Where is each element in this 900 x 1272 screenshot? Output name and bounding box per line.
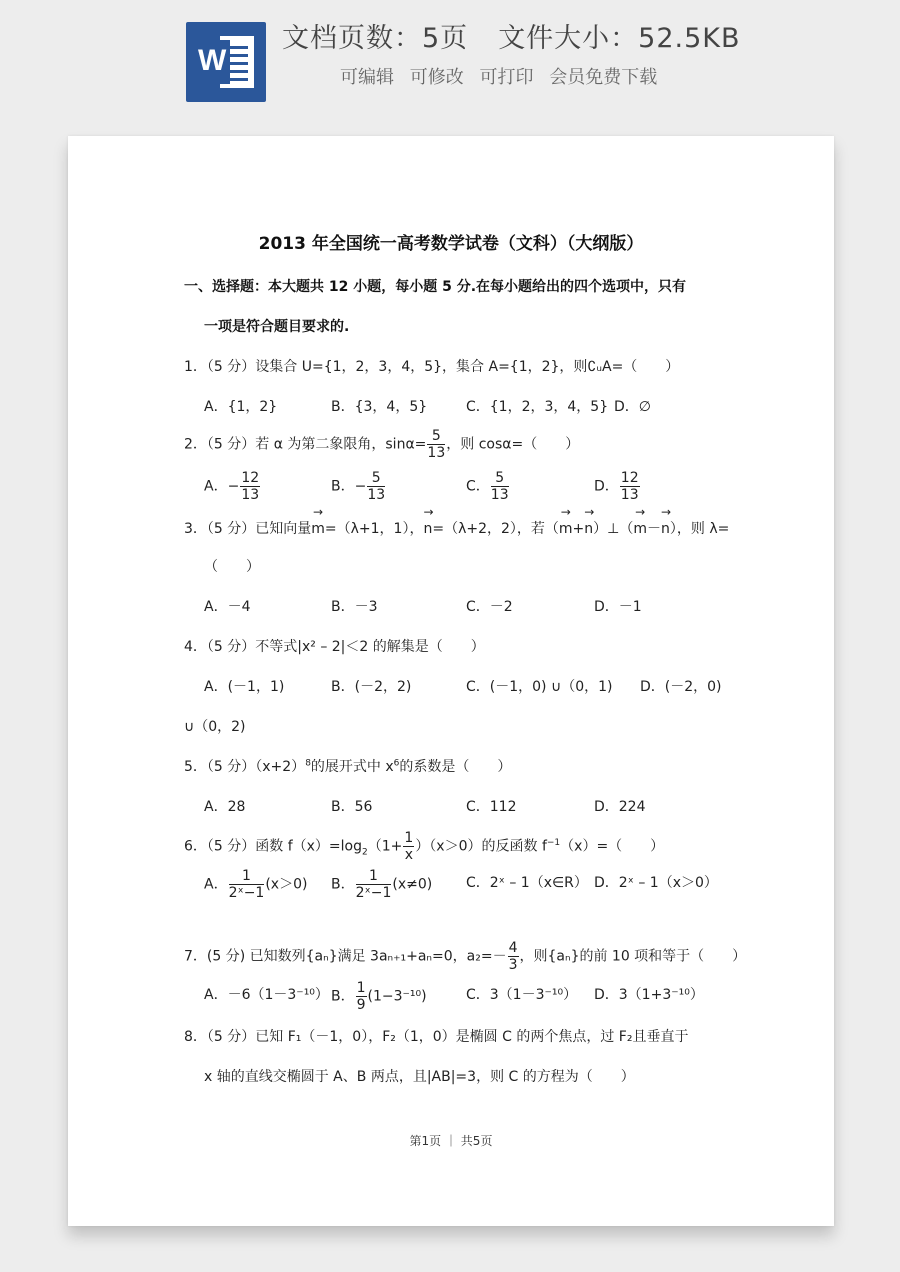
question-7-option-d: D．3（1+3⁻¹⁰） [594,987,704,1003]
numerator: 4 [508,940,518,956]
word-document-icon [186,22,266,102]
question-5-text-2: 的展开式中 x [310,759,394,775]
question-1-option-b: B．{3，4，5} [331,399,428,415]
question-8-stem-line2: x 轴的直线交椭圆于 A、B 两点，且|AB|=3，则 C 的方程为（ ） [204,1069,635,1085]
question-2-suffix: ，则 cosα=（ ） [446,436,580,453]
question-6-text-2: （1+ [367,838,403,855]
question-2-option-a [204,470,261,503]
numerator: 12 [620,470,639,486]
question-7-stem [184,940,746,973]
option-sign: − [227,478,240,495]
question-6-text-4: （x）=（ ） [560,838,665,855]
document-page [68,136,834,1226]
denominator: 13 [490,487,509,503]
question-4-option-d-continued: ∪（0，2) [184,719,246,735]
question-3-text-1: 3．（5 分）已知向量 [184,521,312,537]
fraction [356,868,392,901]
question-2-option-c [466,470,510,503]
feature-editable: 可编辑 [340,67,394,88]
option-sign: − [354,478,367,495]
fraction [367,470,385,503]
question-2-option-d [594,470,641,503]
question-6-stem [184,830,664,863]
feature-member-download: 会员免费下载 [549,67,658,88]
question-5-option-c: C．112 [466,799,517,815]
feature-modifiable: 可修改 [409,67,464,88]
question-7-text-2: ，则{aₙ}的前 10 项和等于（ ） [519,948,747,965]
option-label: A． [204,876,228,893]
question-4-option-d: D．(－2，0) [640,679,722,695]
fraction [508,940,519,973]
fraction [620,470,640,503]
fraction [427,428,445,461]
numerator: 5 [427,428,445,445]
vector-m: → m [311,518,325,540]
denominator: 3 [508,957,518,973]
denominator: 9 [356,997,366,1013]
fraction [229,868,265,901]
exponent: 8 [305,758,311,769]
question-4-option-b: B．(－2，2) [331,679,412,695]
question-3-answer-blank: （ ） [204,559,260,575]
numerator: 1 [356,980,366,996]
header-banner [0,0,900,118]
section-heading-line2: 一项是符合题目要求的. [204,319,350,335]
feature-printable: 可打印 [479,67,534,88]
plus-sign: + [572,521,585,537]
question-4-stem: 4．（5 分）不等式|x² – 2|＜2 的解集是（ ） [184,639,485,655]
file-size: 文件大小：52.5KB [498,23,741,54]
option-label: B． [331,876,355,893]
section-heading-line1: 一、选择题：本大题共 12 小题，每小题 5 分.在每小题给出的四个选项中，只有 [184,279,687,295]
question-7-text-1: 7．(5 分) 已知数列{aₙ}满足 3aₙ₊₁+aₙ=0，a₂=－ [184,948,507,965]
option-label: B． [331,478,355,495]
option-label: C． [466,478,490,495]
question-5-option-d: D．224 [594,799,646,815]
option-condition: (x＞0) [265,876,308,893]
question-3-text-5: ），则 λ= [669,521,730,537]
question-6-option-a [204,868,307,901]
question-4-option-c: C．(－1，0) ∪（0，1) [466,679,613,695]
question-1-option-d: D．∅ [614,399,651,415]
denominator: 2ˣ−1 [355,885,392,901]
vector-n: → n [661,518,670,540]
denominator: 13 [620,487,639,503]
logo-letter: W [198,44,227,77]
numerator: 5 [367,470,385,487]
vector-n: → n [584,518,593,540]
question-3-text-2: =（λ+1，1）， [324,521,424,537]
numerator: 1 [356,868,392,885]
question-7-option-a: A．－6（1－3⁻¹⁰） [204,987,329,1003]
inverse-exponent: −1 [546,837,561,848]
fraction [356,980,367,1013]
denominator: x [404,847,413,863]
question-3-text-4: ）⊥（ [593,521,634,537]
question-3-text-3: =（λ+2，2），若（ [432,521,559,537]
question-4-option-a: A．(－1，1) [204,679,285,695]
question-6-text-1: 6．（5 分）函数 f（x）=log [184,838,363,855]
fraction [240,470,260,503]
question-6-option-d: D．2ˣ – 1（x＞0） [594,875,718,891]
question-7-option-b [331,980,427,1013]
option-label: A． [204,478,228,495]
question-5-option-b: B．56 [331,799,373,815]
fraction [403,830,414,863]
question-3-option-d: D．－1 [594,599,642,615]
denominator: 13 [427,445,446,461]
question-3-option-b: B．－3 [331,599,378,615]
question-1-option-a: A．{1，2} [204,399,278,415]
question-5-option-a: A．28 [204,799,246,815]
question-8-stem-line1: 8．（5 分）已知 F₁（－1，0），F₂（1，0）是椭圆 C 的两个焦点，过 F₂且垂直于 [184,1029,689,1045]
numerator: 1 [229,868,265,885]
denominator: 2ˣ−1 [228,885,265,901]
option-expression: (1−3⁻¹⁰) [367,988,427,1005]
question-5-text-3: 的系数是（ ） [399,759,512,775]
question-3-stem [184,518,729,540]
file-info [282,20,741,58]
vector-n: → n [423,518,432,540]
denominator: 13 [367,487,386,503]
fraction [491,470,509,503]
exponent: 6 [393,758,400,769]
question-5-stem [184,756,511,778]
question-7-option-c: C．3（1－3⁻¹⁰） [466,987,578,1003]
numerator: 12 [241,470,260,486]
numerator: 5 [491,470,509,487]
denominator: 13 [241,487,260,503]
vector-m: → m [559,518,573,540]
question-2-option-b [331,470,386,503]
question-6-text-3: ）（x＞0）的反函数 f [415,838,547,855]
question-2-prefix: 2．（5 分）若 α 为第二象限角，sinα= [184,436,427,453]
option-label: D． [594,478,619,495]
question-3-option-c: C．－2 [466,599,513,615]
page-title: 2013 年全国统一高考数学试卷（文科）（大纲版） [258,234,644,254]
page-footer: 第1页 ｜ 共5页 [409,1134,493,1148]
option-condition: (x≠0) [392,876,433,893]
question-6-option-c: C．2ˣ – 1（x∈R） [466,875,588,891]
feature-list [340,64,657,92]
vector-m: → m [633,518,647,540]
minus-sign: － [647,521,661,537]
log-base: 2 [362,847,368,858]
question-5-text-1: 5．（5 分）（x+2） [184,759,306,775]
question-6-option-b [331,868,432,901]
numerator: 1 [404,830,414,846]
question-3-option-a: A．－4 [204,599,251,615]
question-1-stem: 1．（5 分）设集合 U={1，2，3，4，5}，集合 A={1，2}，则∁ᵤA=（ ） [184,359,680,375]
page-count: 文档页数：5页 [282,23,469,54]
option-label: B． [331,988,355,1005]
question-1-option-c: C．{1，2，3，4，5} [466,399,609,415]
question-2-stem [184,428,579,461]
